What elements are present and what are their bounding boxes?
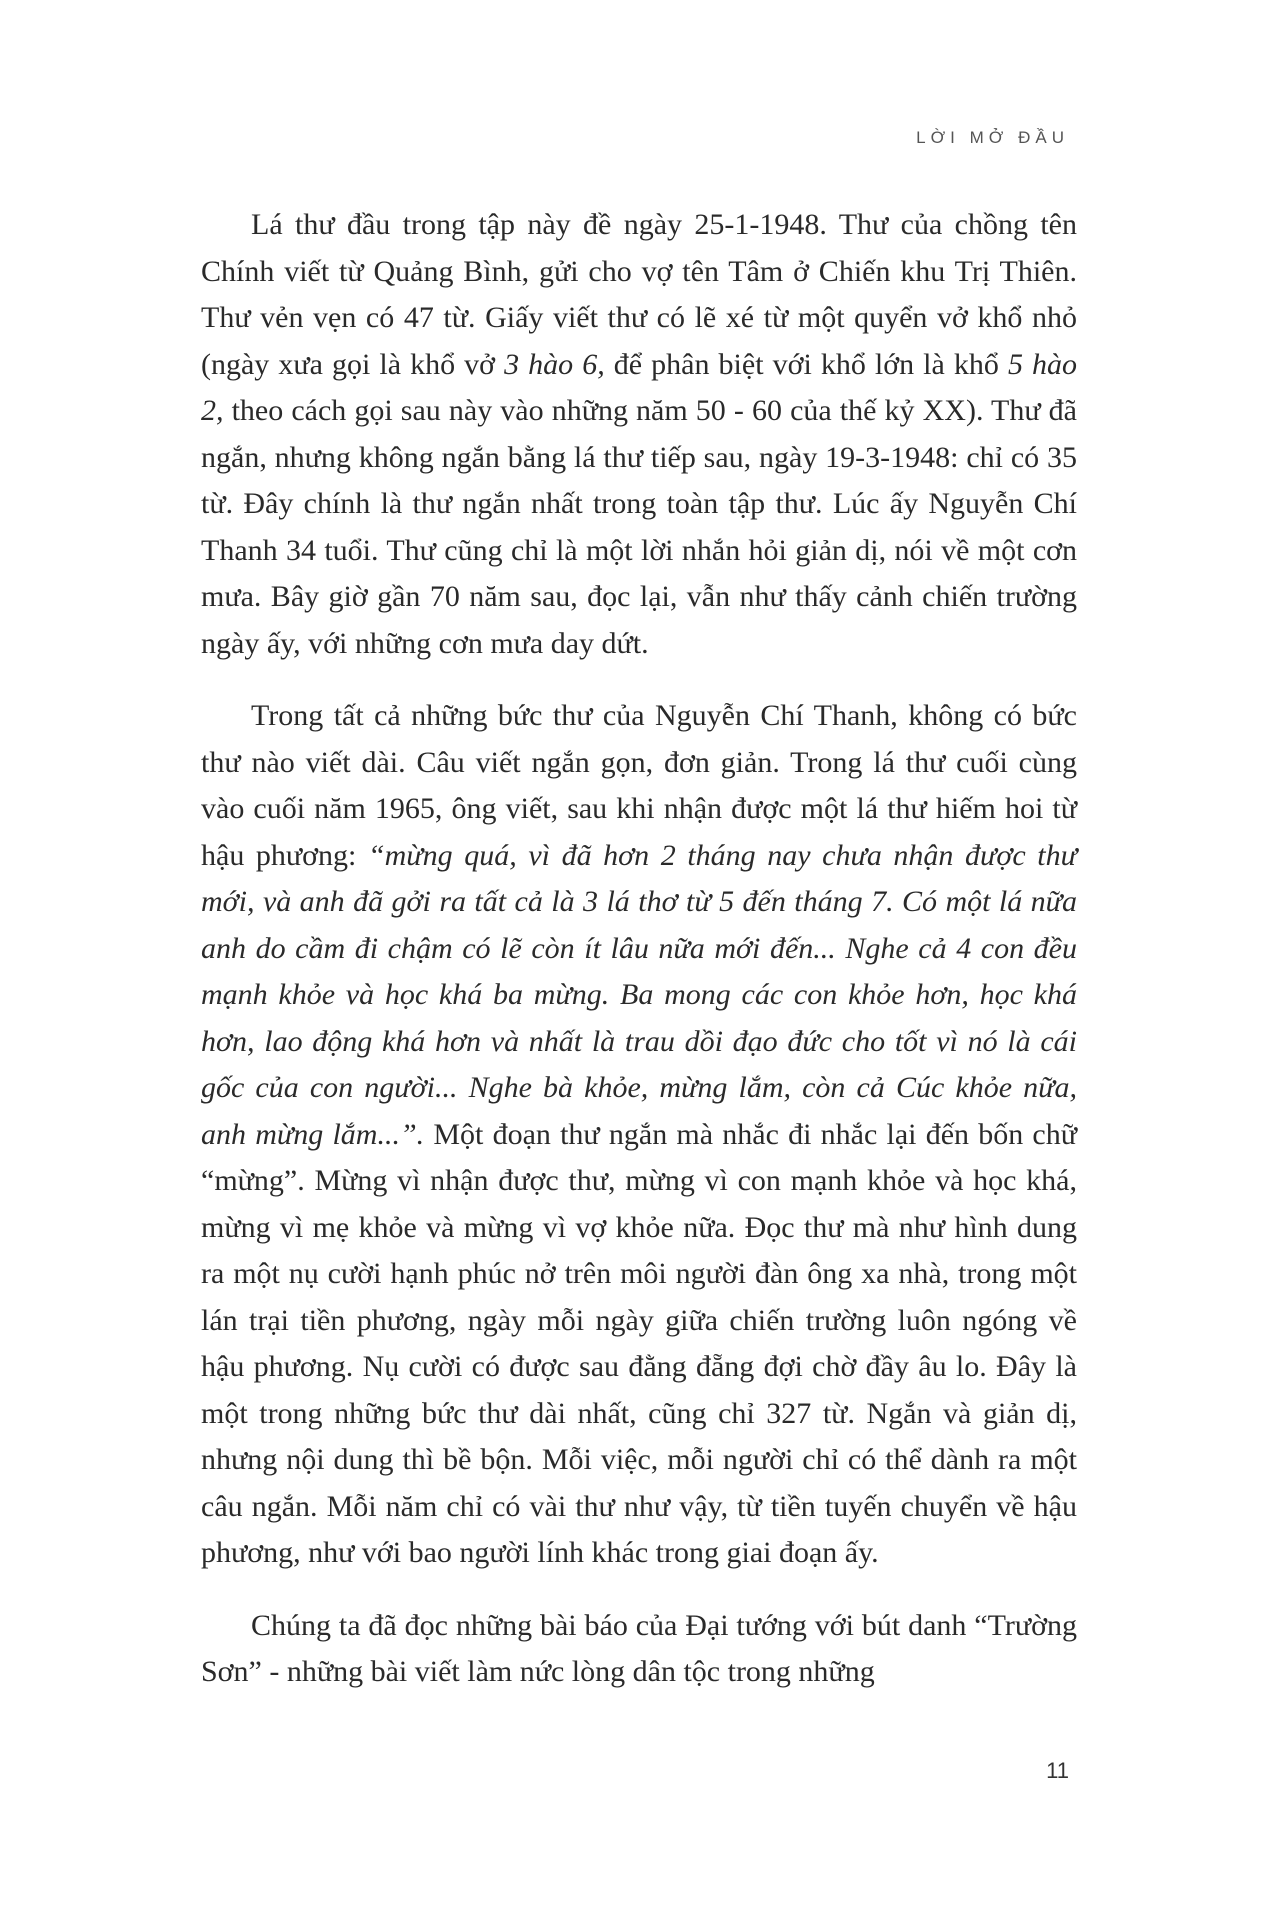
quoted-letter-excerpt: “mừng quá, vì đã hơn 2 tháng nay chưa nhận được thư mới, và anh đã gởi ra tất cả là 3 lá thơ từ 5 đến tháng 7. Có một lá nữa anh do cầm đi chậm có lẽ còn ít lâu nữa mới đến... Nghe cả 4 con đều mạnh khỏe và học khá ba mừng. Ba mong các con khỏe hơn, học khá hơn, lao động khá hơn và nhất là trau dồi đạo đức cho tốt vì nó là cái gốc của con người... Nghe bà khỏe, mừng lắm, còn cả Cúc khỏe nữa, anh mừng lắm...”. bbox=[201, 838, 1077, 1151]
text-segment: để phân biệt với khổ lớn là khổ bbox=[604, 347, 1008, 381]
italic-segment: 3 hào 6, bbox=[504, 347, 605, 381]
text-segment: Trong tất cả những bức thư của Nguyễn Chí Thanh, không có bức thư nào viết dài. Câu viết ngắn gọn, đơn giản. Trong lá thư cuối cùng vào cuối năm 1965, ông viết, sau khi nhận được một lá thư hiếm hoi từ hậu phương: bbox=[201, 699, 1077, 872]
text-segment: theo cách gọi sau này vào những năm 50 - 60 của thế kỷ XX). Thư đã ngắn, nhưng không ngắn bằng lá thư tiếp sau, ngày 19-3-1948: chỉ có 35 từ. Đây chính là thư ngắn nhất trong toàn tập thư. Lúc ấy Nguyễn Chí Thanh 34 tuổi. Thư cũng chỉ là một lời nhắn hỏi giản dị, nói về một cơn mưa. Bây giờ gần 70 năm sau, đọc lại, vẫn như thấy cảnh chiến trường ngày ấy, với những cơn mưa day dứt. bbox=[201, 394, 1077, 660]
body-text bbox=[201, 202, 1077, 1696]
paragraph-1 bbox=[201, 202, 1077, 667]
paragraph-3 bbox=[201, 1603, 1077, 1696]
page-number: 11 bbox=[1046, 1758, 1069, 1783]
text-segment: Chúng ta đã đọc những bài báo của Đại tướng với bút danh “Trường Sơn” - những bài viết làm nức lòng dân tộc trong những bbox=[201, 1608, 1077, 1688]
italic-segment: 5 hào 2, bbox=[201, 347, 1078, 427]
paragraph-2 bbox=[201, 693, 1077, 1577]
text-segment: Lá thư đầu trong tập này đề ngày 25-1-1948. Thư của chồng tên Chính viết từ Quảng Bình, gửi cho vợ tên Tâm ở Chiến khu Trị Thiên. Thư vẻn vẹn có 47 từ. Giấy viết thư có lẽ xé từ một quyển vở khổ nhỏ (ngày xưa gọi là khổ vở bbox=[201, 208, 1077, 381]
text-segment: Một đoạn thư ngắn mà nhắc đi nhắc lại đến bốn chữ “mừng”. Mừng vì nhận được thư, mừng vì con mạnh khỏe và học khá, mừng vì mẹ khỏe và mừng vì vợ khỏe nữa. Đọc thư mà như hình dung ra một nụ cười hạnh phúc nở trên môi người đàn ông xa nhà, trong một lán trại tiền phương, ngày mỗi ngày giữa chiến trường luôn ngóng về hậu phương. Nụ cười có được sau đằng đẵng đợi chờ đầy âu lo. Đây là một trong những bức thư dài nhất, cũng chỉ 327 từ. Ngắn và giản dị, nhưng nội dung thì bề bộn. Mỗi việc, mỗi người chỉ có thể dành ra một câu ngắn. Mỗi năm chỉ có vài thư như vậy, từ tiền tuyến chuyển về hậu phương, như với bao người lính khác trong giai đoạn ấy. bbox=[201, 1117, 1078, 1569]
running-head: LỜI MỞ ĐẦU bbox=[916, 128, 1069, 147]
